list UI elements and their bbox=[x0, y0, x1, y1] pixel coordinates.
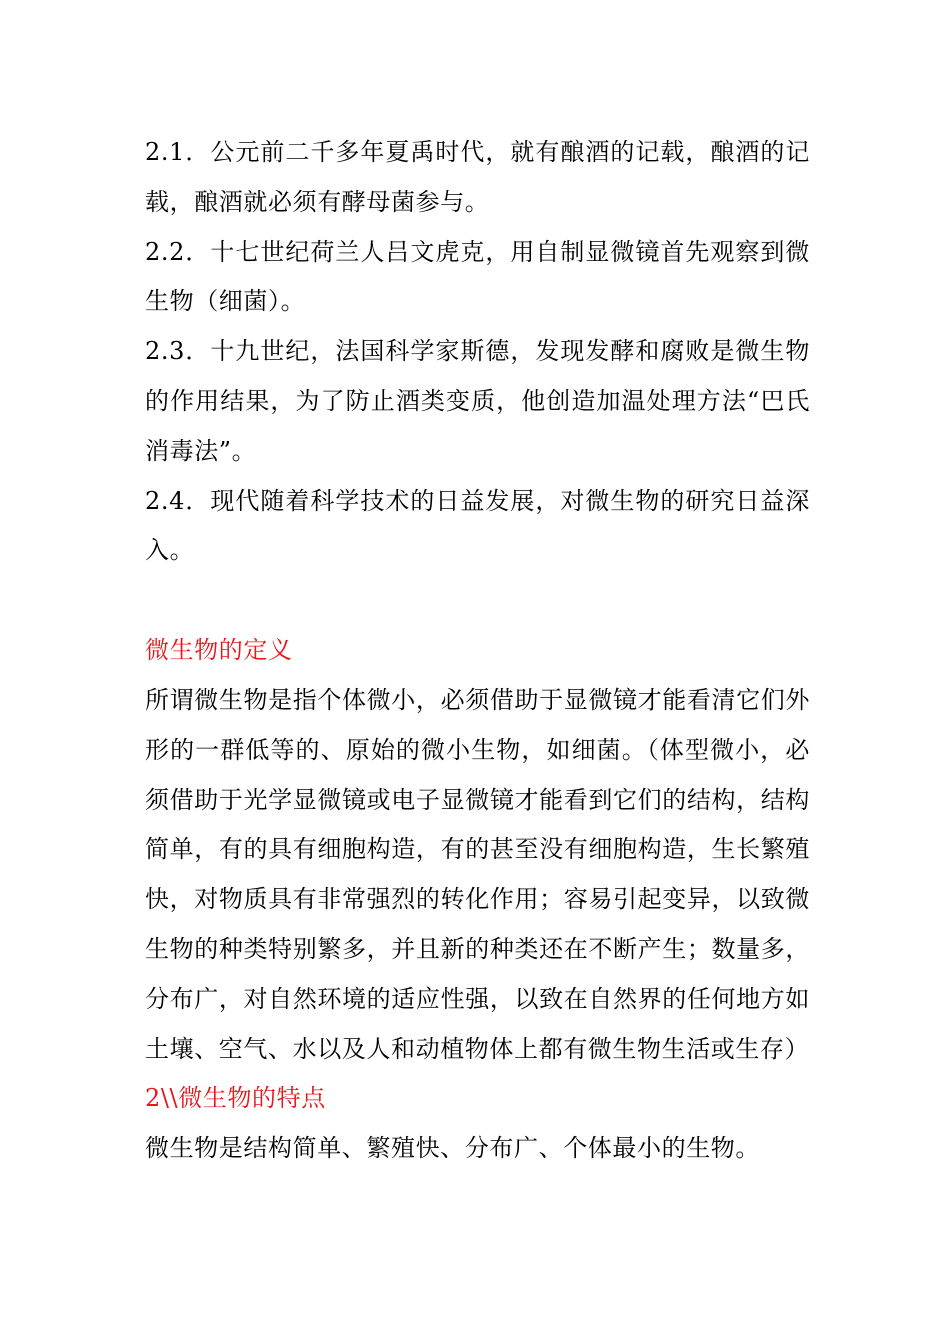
document-page bbox=[145, 128, 810, 1174]
features-body: 微生物是结构简单、繁殖快、分布广、个体最小的生物。 bbox=[145, 1134, 760, 1163]
history-item-2: 2.2．十七世纪荷兰人吕文虎克，用自制显微镜首先观察到微生物（细菌）。 bbox=[145, 237, 810, 316]
features-heading: 2\\微生物的特点 bbox=[145, 1084, 326, 1113]
history-item-4: 2.4．现代随着科学技术的日益发展，对微生物的研究日益深入。 bbox=[145, 486, 810, 565]
history-item-3: 2.3．十九世纪，法国科学家斯德，发现发酵和腐败是微生物的作用结果，为了防止酒类变质，他创造加温处理方法“巴氏消毒法”。 bbox=[145, 337, 810, 465]
history-item-1: 2.1．公元前二千多年夏禹时代，就有酿酒的记载，酿酒的记载，酿酒就必须有酵母菌参与。 bbox=[145, 138, 810, 216]
definition-body: 所谓微生物是指个体微小，必须借助于显微镜才能看清它们外形的一群低等的、原始的微小生物，如细菌。（体型微小，必须借助于光学显微镜或电子显微镜才能看到它们的结构，结构简单，有的具有细胞构造，有的甚至没有细胞构造，生长繁殖快，对物质具有非常强烈的转化作用；容易引起变异，以致微生物的种类特别繁多，并且新的种类还在不断产生；数量多，分布广，对自然环境的适应性强，以致在自然界的任何地方如土壤、空气、水以及人和动植物体上都有微生物生活或生存） bbox=[145, 685, 810, 1063]
section-spacer bbox=[145, 576, 810, 626]
definition-heading: 微生物的定义 bbox=[145, 636, 293, 665]
